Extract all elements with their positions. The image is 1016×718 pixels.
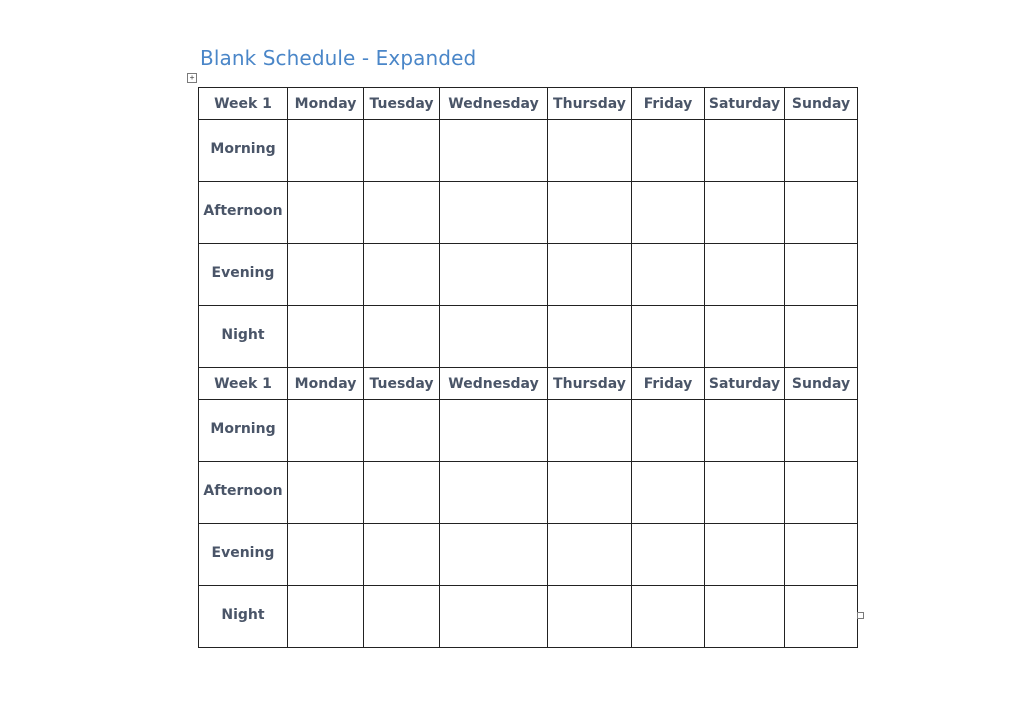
schedule-table [198, 87, 858, 648]
table-move-icon[interactable]: + [187, 73, 197, 83]
schedule-cell[interactable] [705, 586, 785, 648]
schedule-cell[interactable] [288, 182, 364, 244]
week-label[interactable]: Week 1 [199, 88, 288, 120]
schedule-cell[interactable] [288, 400, 364, 462]
schedule-cell[interactable] [440, 462, 548, 524]
schedule-cell[interactable] [785, 586, 858, 648]
schedule-cell[interactable] [632, 244, 705, 306]
schedule-cell[interactable] [440, 306, 548, 368]
table-row [199, 306, 858, 368]
schedule-cell[interactable] [548, 462, 632, 524]
schedule-cell[interactable] [364, 400, 440, 462]
table-row [199, 120, 858, 182]
schedule-cell[interactable] [440, 120, 548, 182]
schedule-cell[interactable] [364, 462, 440, 524]
schedule-cell[interactable] [632, 524, 705, 586]
document-title: Blank Schedule - Expanded [200, 46, 477, 70]
schedule-cell[interactable] [548, 586, 632, 648]
schedule-cell[interactable] [288, 306, 364, 368]
table-row [199, 400, 858, 462]
schedule-cell[interactable] [705, 524, 785, 586]
slot-label-morning[interactable]: Morning [199, 120, 288, 182]
schedule-cell[interactable] [705, 400, 785, 462]
schedule-cell[interactable] [440, 400, 548, 462]
schedule-cell[interactable] [705, 306, 785, 368]
schedule-cell[interactable] [548, 306, 632, 368]
table-row [199, 462, 858, 524]
schedule-cell[interactable] [785, 524, 858, 586]
day-header-wednesday[interactable]: Wednesday [440, 368, 548, 400]
schedule-cell[interactable] [440, 586, 548, 648]
schedule-cell[interactable] [364, 120, 440, 182]
schedule-cell[interactable] [440, 524, 548, 586]
schedule-cell[interactable] [364, 524, 440, 586]
day-header-thursday[interactable]: Thursday [548, 368, 632, 400]
slot-label-evening[interactable]: Evening [199, 524, 288, 586]
table-row [199, 244, 858, 306]
day-header-saturday[interactable]: Saturday [705, 368, 785, 400]
schedule-cell[interactable] [364, 182, 440, 244]
schedule-cell[interactable] [632, 182, 705, 244]
schedule-cell[interactable] [440, 182, 548, 244]
schedule-cell[interactable] [364, 244, 440, 306]
day-header-sunday[interactable]: Sunday [785, 368, 858, 400]
slot-label-morning[interactable]: Morning [199, 400, 288, 462]
schedule-cell[interactable] [705, 244, 785, 306]
schedule-cell[interactable] [632, 120, 705, 182]
schedule-cell[interactable] [548, 524, 632, 586]
schedule-cell[interactable] [785, 400, 858, 462]
slot-label-night[interactable]: Night [199, 306, 288, 368]
slot-label-evening[interactable]: Evening [199, 244, 288, 306]
schedule-cell[interactable] [632, 306, 705, 368]
schedule-cell[interactable] [548, 120, 632, 182]
week-header-row [199, 368, 858, 400]
schedule-cell[interactable] [632, 400, 705, 462]
day-header-wednesday[interactable]: Wednesday [440, 88, 548, 120]
table-resize-icon[interactable] [857, 612, 864, 619]
schedule-cell[interactable] [364, 306, 440, 368]
day-header-sunday[interactable]: Sunday [785, 88, 858, 120]
schedule-cell[interactable] [632, 462, 705, 524]
schedule-cell[interactable] [548, 182, 632, 244]
schedule-cell[interactable] [705, 462, 785, 524]
schedule-cell[interactable] [548, 400, 632, 462]
slot-label-afternoon[interactable]: Afternoon [199, 462, 288, 524]
table-row [199, 524, 858, 586]
slot-label-night[interactable]: Night [199, 586, 288, 648]
schedule-cell[interactable] [288, 462, 364, 524]
schedule-cell[interactable] [785, 182, 858, 244]
schedule-cell[interactable] [705, 120, 785, 182]
schedule-cell[interactable] [288, 586, 364, 648]
schedule-cell[interactable] [632, 586, 705, 648]
schedule-cell[interactable] [785, 120, 858, 182]
day-header-tuesday[interactable]: Tuesday [364, 368, 440, 400]
schedule-cell[interactable] [364, 586, 440, 648]
table-row [199, 586, 858, 648]
slot-label-afternoon[interactable]: Afternoon [199, 182, 288, 244]
week-label[interactable]: Week 1 [199, 368, 288, 400]
day-header-monday[interactable]: Monday [288, 88, 364, 120]
table-row [199, 182, 858, 244]
schedule-cell[interactable] [288, 120, 364, 182]
week-header-row [199, 88, 858, 120]
day-header-thursday[interactable]: Thursday [548, 88, 632, 120]
day-header-saturday[interactable]: Saturday [705, 88, 785, 120]
schedule-cell[interactable] [785, 306, 858, 368]
schedule-cell[interactable] [548, 244, 632, 306]
schedule-cell[interactable] [440, 244, 548, 306]
schedule-cell[interactable] [785, 462, 858, 524]
schedule-cell[interactable] [705, 182, 785, 244]
day-header-monday[interactable]: Monday [288, 368, 364, 400]
schedule-cell[interactable] [288, 244, 364, 306]
schedule-cell[interactable] [288, 524, 364, 586]
day-header-tuesday[interactable]: Tuesday [364, 88, 440, 120]
day-header-friday[interactable]: Friday [632, 368, 705, 400]
schedule-cell[interactable] [785, 244, 858, 306]
day-header-friday[interactable]: Friday [632, 88, 705, 120]
